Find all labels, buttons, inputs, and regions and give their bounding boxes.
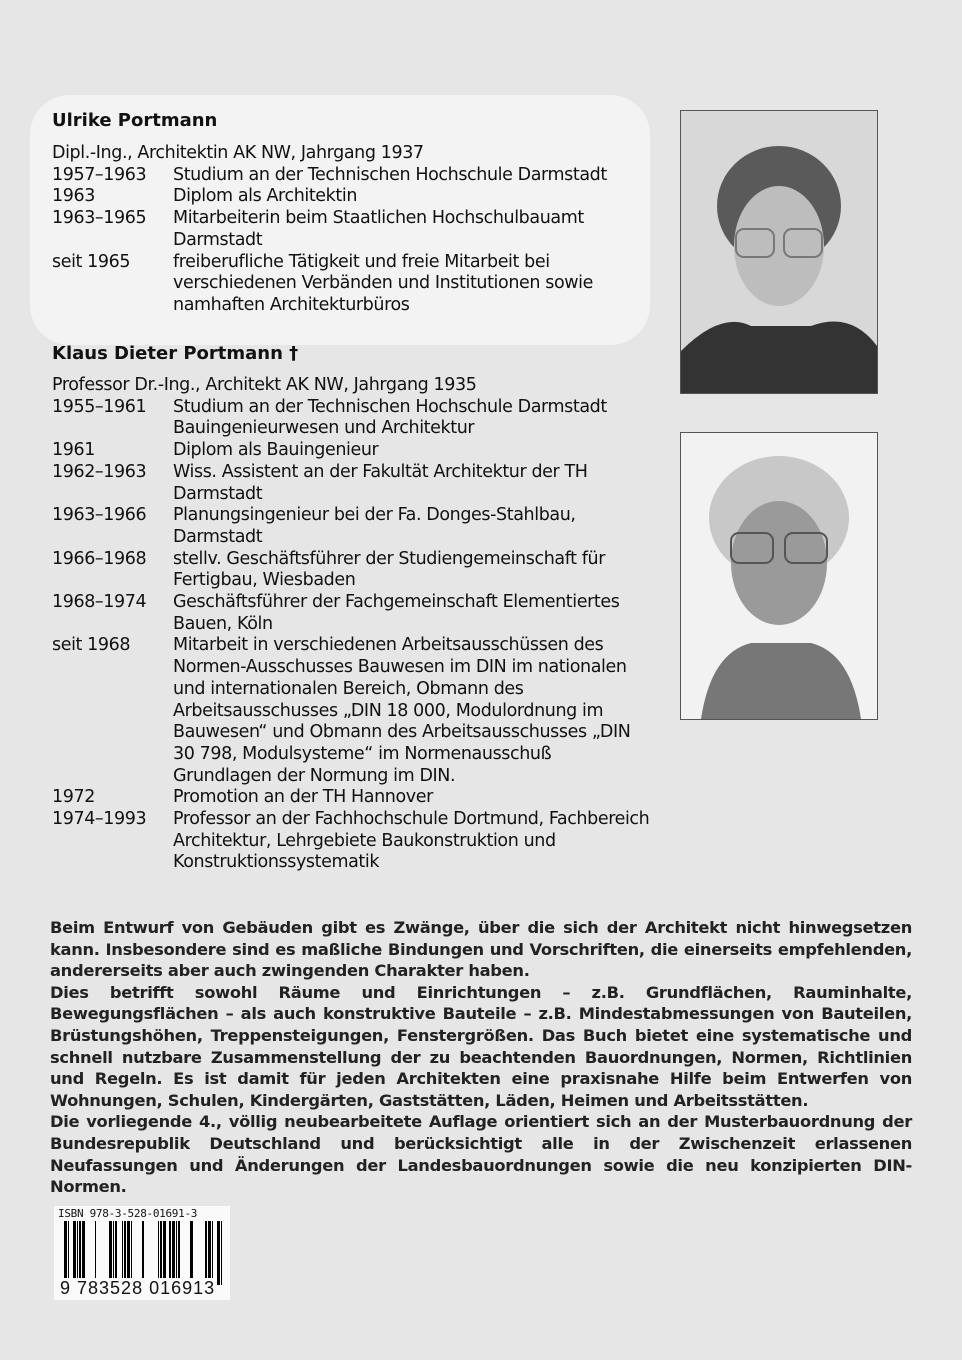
cv-entry bbox=[52, 787, 653, 809]
cv-year: 1972 bbox=[52, 787, 95, 808]
cv-text: Professor an der Fachhochschule Dortmund, Fachbereich Architektur, Lehrgebiete Baukonstruktion und Konstruktionssystematik bbox=[173, 809, 650, 873]
cv-year: 1957–1963 bbox=[52, 164, 147, 185]
author2-cv bbox=[52, 375, 653, 874]
cv-text: Mitarbeit in verschiedenen Arbeitsausschüssen des Normen-Ausschusses Bauwesen im DIN im nationalen und internationalen Bereich, Obmann des Arbeitsausschusses „DIN 18 000, Modulordnung im Bauwesen“ und Obmann des Arbeitsausschusses „DIN 30 798, Modulsysteme“ im Normenausschuß Grundlagen der Normung im DIN. bbox=[173, 635, 631, 786]
author1-cv bbox=[52, 143, 653, 317]
cv-entry bbox=[52, 165, 653, 187]
cv-year: 1962–1963 bbox=[52, 461, 147, 482]
author2-photo bbox=[680, 432, 878, 720]
cv-entry bbox=[52, 208, 653, 251]
cv-text: Planungsingenieur bei der Fa. Donges-Stahlbau, Darmstadt bbox=[173, 505, 576, 547]
cv-entry bbox=[52, 592, 653, 635]
author1-intro: Dipl.-Ing., Architektin AK NW, Jahrgang 1937 bbox=[52, 143, 424, 163]
book-description bbox=[50, 917, 912, 1198]
cv-year: 1966–1968 bbox=[52, 548, 147, 569]
isbn-text: ISBN 978-3-528-01691-3 bbox=[58, 1207, 198, 1220]
author2-name: Klaus Dieter Portmann † bbox=[52, 343, 299, 364]
cv-year: 1963–1966 bbox=[52, 505, 147, 526]
cv-entry bbox=[52, 462, 653, 505]
cv-text: Studium an der Technischen Hochschule Darmstadt Bauingenieurwesen und Architektur bbox=[173, 396, 607, 439]
cv-entry bbox=[52, 252, 653, 317]
cv-entry bbox=[52, 809, 653, 874]
cv-entry bbox=[52, 549, 653, 592]
cv-entry bbox=[52, 635, 653, 787]
isbn-barcode bbox=[54, 1206, 230, 1300]
cv-text: freiberufliche Tätigkeit und freie Mitarbeit bei verschiedenen Verbänden und Institutionen sowie namhaften Architekturbüros bbox=[173, 251, 593, 315]
description-paragraph: Dies betrifft sowohl Räume und Einrichtungen – z.B. Grundflächen, Rauminhalte, Bewegungsflächen – als auch konstruktive Bauteile – z.B. Mindestabmessungen von Bauteilen, Brüstungshöhen, Treppensteigungen, Fenstergrößen. Das Buch bietet eine systematische und schnell nutzbare Zusammenstellung der zu beachtenden Bauordnungen, Normen, Richtlinien und Regeln. Es ist damit für jeden Architekten eine praxisnahe Hilfe beim Entwerfen von Wohnungen, Schulen, Kindergärten, Gaststätten, Läden, Heimen und Arbeitsstätten. bbox=[50, 982, 912, 1110]
description-paragraph: Beim Entwurf von Gebäuden gibt es Zwänge, über die sich der Architekt nicht hinwegsetzen kann. Insbesondere sind es maßliche Bindungen und Vorschriften, die einerseits empfehlenden, andererseits aber auch zwingenden Charakter haben. bbox=[50, 918, 912, 981]
cv-year: 1963 bbox=[52, 186, 95, 207]
cv-year: 1961 bbox=[52, 440, 95, 461]
cv-text: stellv. Geschäftsführer der Studiengemeinschaft für Fertigbau, Wiesbaden bbox=[173, 548, 606, 591]
cv-year: 1963–1965 bbox=[52, 208, 147, 229]
ean-number: 9 783528 016913 bbox=[60, 1278, 216, 1298]
author1-photo bbox=[680, 110, 878, 394]
cv-text: Diplom als Bauingenieur bbox=[173, 440, 379, 461]
cv-text: Mitarbeiterin beim Staatlichen Hochschulbauamt Darmstadt bbox=[173, 208, 584, 250]
cv-year: 1968–1974 bbox=[52, 592, 147, 613]
cv-entry bbox=[52, 397, 653, 440]
cv-text: Promotion an der TH Hannover bbox=[173, 787, 433, 808]
cv-text: Diplom als Architektin bbox=[173, 186, 358, 207]
cv-text: Wiss. Assistent an der Fakultät Architektur der TH Darmstadt bbox=[173, 461, 588, 504]
author2-intro: Professor Dr.-Ing., Architekt AK NW, Jahrgang 1935 bbox=[52, 375, 477, 395]
cv-year: seit 1968 bbox=[52, 635, 131, 656]
cv-entry bbox=[52, 505, 653, 548]
description-paragraph: Die vorliegende 4., völlig neubearbeitete Auflage orientiert sich an der Musterbauordnung der Bundesrepublik Deutschland und berücksichtigt alle in der Zwischenzeit erlassenen Neufassungen und Änderungen der Landesbauordnungen sowie die neu konzipierten DIN-Normen. bbox=[50, 1112, 912, 1197]
author1-name: Ulrike Portmann bbox=[52, 110, 218, 131]
cv-year: 1974–1993 bbox=[52, 809, 147, 830]
barcode-bars bbox=[64, 1221, 224, 1285]
cv-text: Geschäftsführer der Fachgemeinschaft Elementiertes Bauen, Köln bbox=[173, 592, 620, 634]
cv-year: 1955–1961 bbox=[52, 396, 147, 417]
cv-text: Studium an der Technischen Hochschule Darmstadt bbox=[173, 164, 607, 185]
cv-entry bbox=[52, 186, 653, 208]
cv-year: seit 1965 bbox=[52, 251, 131, 272]
cv-entry bbox=[52, 440, 653, 462]
